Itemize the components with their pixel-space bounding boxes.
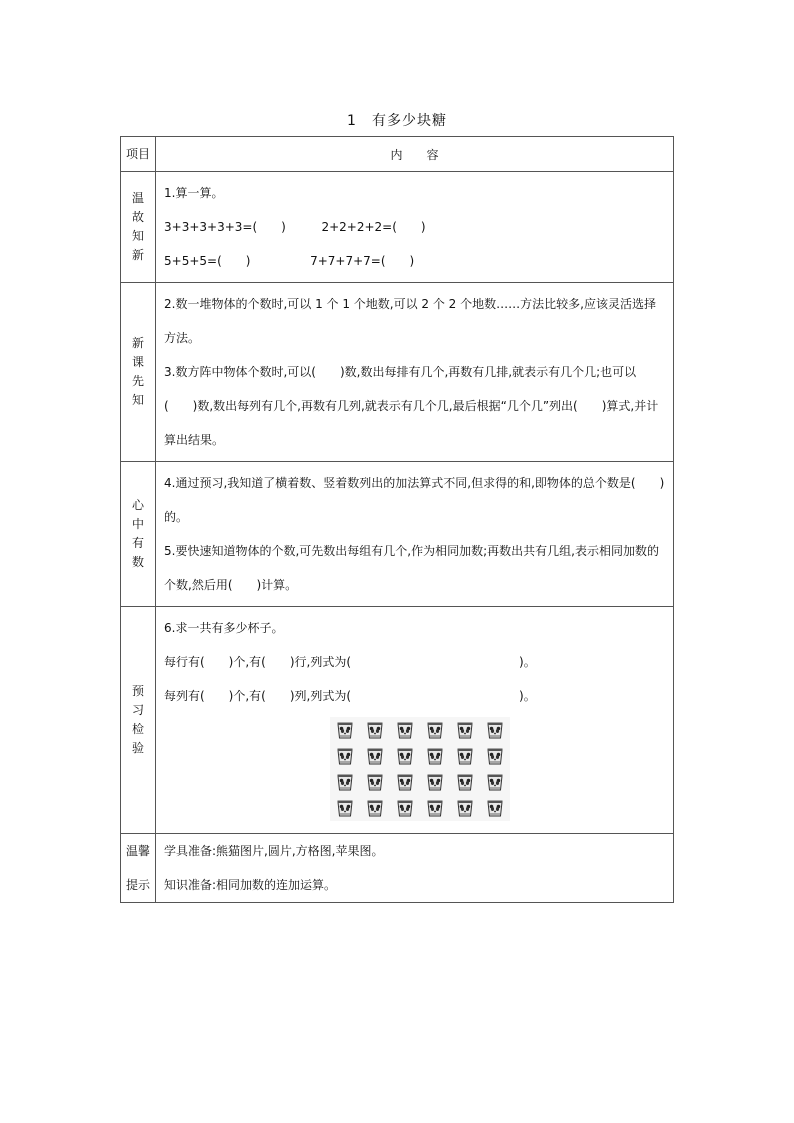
panda-cup-icon (484, 797, 506, 819)
panda-cup-icon (364, 771, 386, 793)
panda-cup-icon (364, 719, 386, 741)
panda-cup-icon (484, 745, 506, 767)
table-header-row (121, 137, 674, 172)
section-tips (121, 834, 674, 903)
row-count-line: 每行有( )个,有( )行,列式为( )。 (164, 655, 536, 669)
equation-row-1 (164, 210, 665, 244)
panda-cup-icon (394, 771, 416, 793)
panda-cup-icon (424, 719, 446, 741)
section-label-insight: 心 中 有 数 (121, 462, 156, 607)
panda-cup-icon (454, 745, 476, 767)
header-content-label: 内 容 (156, 137, 674, 172)
question-5: 5.要快速知道物体的个数,可先数出每组有几个,作为相同加数;再数出共有几组,表示相同加数的个数,然后用( )计算。 (164, 544, 659, 592)
section-label-check: 预 习 检 验 (121, 607, 156, 834)
section-content-tips (156, 834, 674, 903)
section-content-check (156, 607, 674, 834)
section-warmup (121, 172, 674, 283)
panda-cup-icon (394, 797, 416, 819)
panda-cup-icon (394, 745, 416, 767)
section-check (121, 607, 674, 834)
tip-tools: 学具准备:熊猫图片,圆片,方格图,苹果图。 (164, 844, 384, 858)
equation-2b: 7+7+7+7=( ) (310, 254, 415, 268)
panda-cup-icon (334, 719, 356, 741)
section-label-newlesson: 新 课 先 知 (121, 283, 156, 462)
panda-cup-icon (484, 771, 506, 793)
panda-cup-icon (424, 771, 446, 793)
question-4: 4.通过预习,我知道了横着数、竖着数列出的加法算式不同,但求得的和,即物体的总个数是( )的。 (164, 476, 665, 524)
panda-cup-icon (454, 719, 476, 741)
panda-cup-icon (454, 771, 476, 793)
panda-cup-icon (334, 745, 356, 767)
section-content-insight (156, 462, 674, 607)
section-label-tips: 温馨 提示 (121, 834, 156, 903)
equation-1b: 2+2+2+2=( ) (321, 220, 426, 234)
cups-picture (330, 717, 510, 821)
equation-row-2 (164, 244, 665, 278)
panda-cup-icon (394, 719, 416, 741)
equation-2a: 5+5+5=( ) (164, 254, 251, 268)
section-newlesson (121, 283, 674, 462)
panda-cup-icon (424, 797, 446, 819)
question-3: 3.数方阵中物体个数时,可以( )数,数出每排有几个,再数有几排,就表示有几个几;也可以( )数,数出每列有几个,再数有几列,就表示有几个几,最后根据“几个几”列出( )算式,并计算出结果。 (164, 365, 659, 447)
page-title: 1 有多少块糖 (347, 113, 447, 129)
panda-cup-icon (334, 797, 356, 819)
section-label-warmup: 温 故 知 新 (121, 172, 156, 283)
section-content-warmup (156, 172, 674, 283)
question-2: 2.数一堆物体的个数时,可以 1 个 1 个地数,可以 2 个 2 个地数……方法比较多,应该灵活选择方法。 (164, 297, 656, 345)
section-content-newlesson (156, 283, 674, 462)
question-1: 1.算一算。 (164, 186, 224, 200)
panda-cup-icon (364, 745, 386, 767)
panda-cup-icon (424, 745, 446, 767)
section-insight (121, 462, 674, 607)
equation-1a: 3+3+3+3+3=( ) (164, 220, 286, 234)
panda-cup-icon (454, 797, 476, 819)
preview-table (120, 136, 674, 903)
tip-knowledge: 知识准备:相同加数的连加运算。 (164, 878, 337, 892)
panda-cup-icon (364, 797, 386, 819)
panda-cup-icon (484, 719, 506, 741)
panda-cup-icon (334, 771, 356, 793)
header-item-label: 项目 (121, 137, 156, 172)
column-count-line: 每列有( )个,有( )列,列式为( )。 (164, 689, 536, 703)
question-6: 6.求一共有多少杯子。 (164, 621, 284, 635)
